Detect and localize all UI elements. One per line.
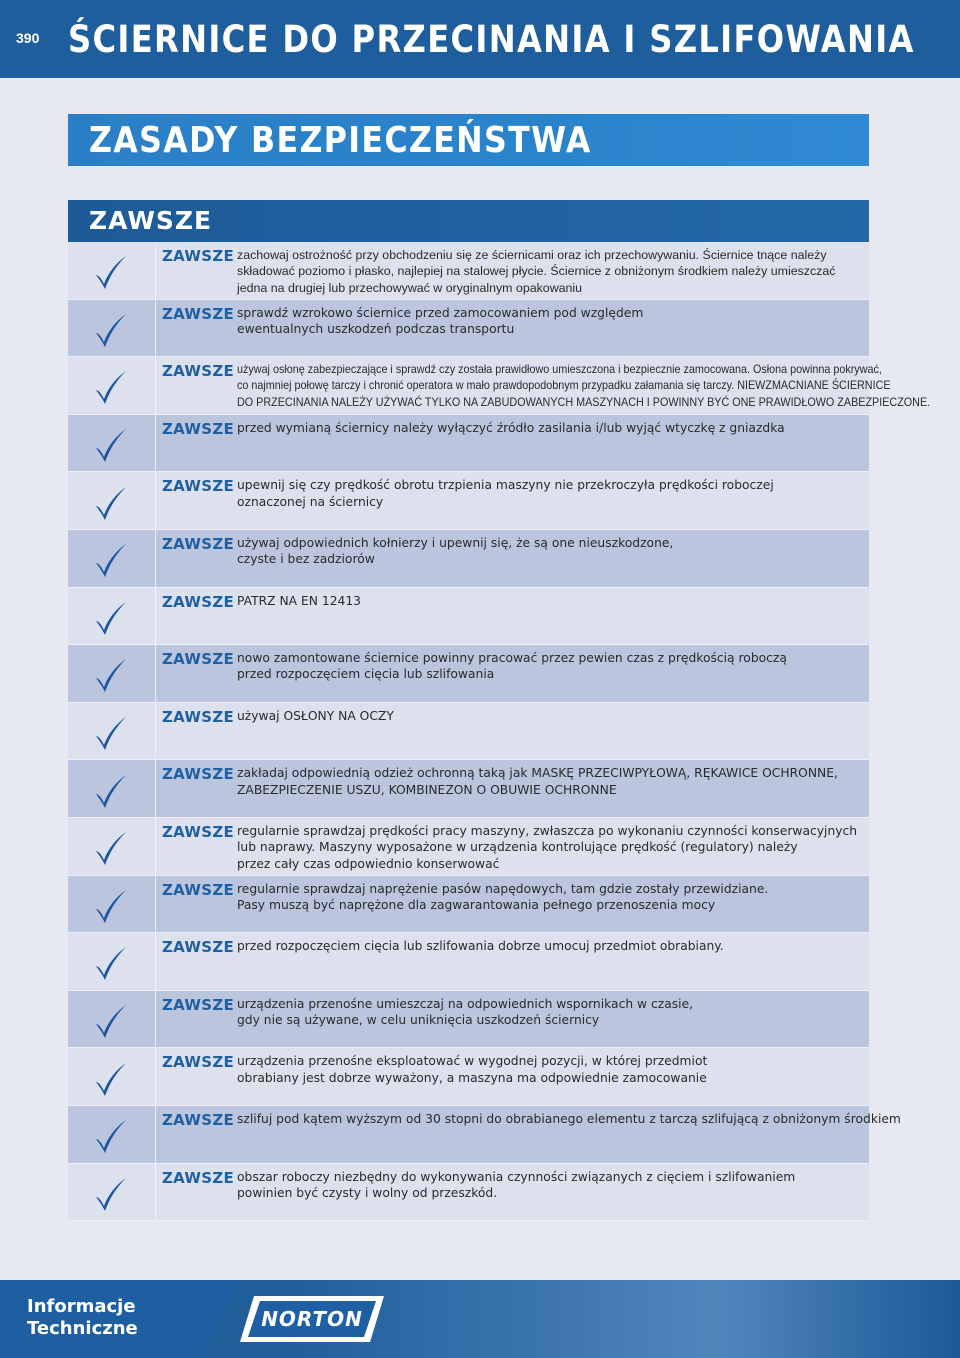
- checkmark-icon: [90, 541, 130, 581]
- table-row: [68, 818, 869, 876]
- checkmark-icon: [90, 887, 130, 927]
- row-label: ZAWSZE: [162, 707, 235, 726]
- table-row: [68, 1048, 869, 1106]
- row-text-line: ewentualnych uszkodzeń podczas transportu: [237, 321, 515, 336]
- row-label: ZAWSZE: [162, 592, 235, 611]
- row-text-line: używaj osłonę zabezpieczające i sprawdź czy została prawidłowo umieszczona i bezpiecznie zamocowana. Osłona powinna pokrywać,: [237, 363, 882, 377]
- row-text: [237, 305, 862, 338]
- checkmark-icon: [90, 426, 130, 466]
- row-text-line: jedna na drugiej lub przechowywać w oryginalnym opakowaniu: [237, 280, 583, 295]
- table-row: [68, 876, 869, 934]
- row-label: ZAWSZE: [162, 1168, 235, 1187]
- row-label: ZAWSZE: [162, 419, 235, 438]
- footer-line-1: Informacje: [27, 1296, 136, 1317]
- row-text-line: przed wymianą ściernicy należy wyłączyć źródło zasilania i/lub wyjąć wtyczkę z gniazdka: [237, 420, 785, 435]
- table-row: [68, 415, 869, 473]
- checkmark-icon: [90, 599, 130, 639]
- row-text-line: zachowaj ostrożność przy obchodzeniu się ze ściernicami oraz ich przechowywaniu. Ściernice tnące należy: [237, 248, 827, 262]
- row-text-line: używaj OSŁONY NA OCZY: [237, 708, 394, 723]
- row-text: [237, 708, 862, 724]
- row-text-line: przez cały czas odpowiednio konserwować: [237, 856, 500, 871]
- checkmark-icon: [90, 253, 130, 293]
- table-row: [68, 1106, 901, 1164]
- row-text-line: co najmniej połowę tarczy i chronić operatora w mało prawdopodobnym przypadku załamania się tarczy. NIEWZMACNIANE ŚCIERNICE: [237, 379, 891, 393]
- row-text-line: obrabiany jest dobrze wyważony, a maszyna ma odpowiednie zamocowanie: [237, 1070, 707, 1085]
- check-cell: [68, 242, 156, 299]
- row-text: [237, 535, 862, 568]
- check-cell: [68, 645, 156, 702]
- table-row: [68, 645, 869, 703]
- table-row: [68, 242, 869, 300]
- header-bar: [0, 0, 960, 78]
- row-text: [237, 881, 862, 914]
- row-label: ZAWSZE: [162, 765, 235, 784]
- footer-text: [27, 1296, 138, 1340]
- row-text: [237, 1053, 862, 1086]
- row-text: [237, 1111, 901, 1127]
- row-label: ZAWSZE: [162, 304, 235, 323]
- checkmark-icon: [90, 484, 130, 524]
- section-header: [68, 200, 869, 242]
- check-cell: [68, 1106, 156, 1163]
- table-row: [68, 472, 869, 530]
- table-row: [68, 357, 931, 415]
- checkmark-icon: [90, 1117, 130, 1157]
- row-text-line: DO PRZECINANIA NALEŻY UŻYWAĆ TYLKO NA ZABUDOWANYCH MASZYNACH I POWINNY BYĆ ONE PRAWIDŁOWO ZABEZPIECZONE.: [237, 395, 931, 409]
- row-text-line: przed rozpoczęciem cięcia lub szlifowania dobrze umocuj przedmiot obrabiany.: [237, 939, 724, 954]
- check-cell: [68, 300, 156, 357]
- section-title: ZAWSZE: [89, 206, 213, 235]
- row-text-line: ZABEZPIECZENIE USZU, KOMBINEZON O OBUWIE OCHRONNE: [237, 782, 617, 797]
- banner-title: ZASADY BEZPIECZEŃSTWA: [89, 120, 592, 161]
- checkmark-icon: [90, 1002, 130, 1042]
- safety-banner: [68, 114, 869, 166]
- page-title: ŚCIERNICE DO PRZECINANIA I SZLIFOWANIA: [68, 18, 915, 61]
- row-text-line: powinien być czysty i wolny od przeszkód.: [237, 1185, 498, 1200]
- checkmark-icon: [90, 368, 130, 408]
- row-text-line: nowo zamontowane ściernice powinny pracować przez pewien czas z prędkością roboczą: [237, 651, 787, 666]
- check-cell: [68, 1048, 156, 1105]
- row-text: [237, 996, 862, 1029]
- table-row: [68, 991, 869, 1049]
- row-text: [237, 477, 862, 510]
- checkmark-icon: [90, 1060, 130, 1100]
- norton-logo: [240, 1294, 384, 1344]
- check-cell: [68, 588, 156, 645]
- row-label: ZAWSZE: [162, 995, 235, 1014]
- rules-table: [68, 242, 931, 1221]
- row-text-line: oznaczonej na ściernicy: [237, 494, 384, 509]
- check-cell: [68, 472, 156, 529]
- row-text-line: urządzenia przenośne eksploatować w wygodnej pozycji, w której przedmiot: [237, 1054, 708, 1069]
- row-label: ZAWSZE: [162, 362, 235, 381]
- row-label: ZAWSZE: [162, 247, 235, 265]
- row-text-line: używaj odpowiednich kołnierzy i upewnij się, że są one nieuszkodzone,: [237, 535, 674, 550]
- row-text-line: czyste i bez zadziorów: [237, 552, 375, 567]
- row-text: [237, 765, 862, 798]
- row-label: ZAWSZE: [162, 1110, 235, 1129]
- check-cell: [68, 876, 156, 933]
- page-number: 390: [16, 30, 40, 46]
- checkmark-icon: [90, 829, 130, 869]
- checkmark-icon: [90, 772, 130, 812]
- row-text-line: urządzenia przenośne umieszczaj na odpowiednich wspornikach w czasie,: [237, 996, 694, 1011]
- row-text: [237, 1169, 862, 1202]
- row-text: [237, 938, 862, 954]
- check-cell: [68, 1164, 156, 1221]
- footer-bar: [0, 1280, 960, 1358]
- table-row: [68, 1164, 869, 1222]
- row-label: ZAWSZE: [162, 1053, 235, 1072]
- footer-line-2: Techniczne: [27, 1318, 138, 1339]
- checkmark-icon: [90, 656, 130, 696]
- checkmark-icon: [90, 1175, 130, 1215]
- table-row: [68, 933, 869, 991]
- row-text-line: sprawdź wzrokowo ściernice przed zamocowaniem pod względem: [237, 305, 644, 320]
- row-text: [237, 362, 931, 411]
- check-cell: [68, 357, 156, 414]
- row-text: [237, 650, 862, 683]
- table-row: [68, 703, 869, 761]
- row-text-line: PATRZ NA EN 12413: [237, 593, 361, 608]
- row-text-line: lub naprawy. Maszyny wyposażone w urządzenia kontrolujące prędkość (regulatory) należy: [237, 840, 798, 855]
- checkmark-icon: [90, 311, 130, 351]
- row-text-line: regularnie sprawdzaj naprężenie pasów napędowych, tam gdzie zostały przewidziane.: [237, 881, 769, 896]
- row-label: ZAWSZE: [162, 534, 235, 553]
- row-text-line: upewnij się czy prędkość obrotu trzpienia maszyny nie przekroczyła prędkości roboczej: [237, 478, 774, 493]
- logo-text: NORTON: [261, 1307, 363, 1331]
- check-cell: [68, 530, 156, 587]
- row-text-line: Pasy muszą być naprężone dla zagwarantowania pełnego przenoszenia mocy: [237, 897, 716, 912]
- table-row: [68, 300, 869, 358]
- row-text-line: przed rozpoczęciem cięcia lub szlifowania: [237, 667, 495, 682]
- row-text-line: zakładaj odpowiednią odzież ochronną taką jak MASKĘ PRZECIWPYŁOWĄ, RĘKAWICE OCHRONNE,: [237, 766, 838, 781]
- row-label: ZAWSZE: [162, 880, 235, 899]
- row-text: [237, 593, 862, 609]
- row-label: ZAWSZE: [162, 822, 235, 841]
- checkmark-icon: [90, 944, 130, 984]
- table-row: [68, 588, 869, 646]
- row-text-line: regularnie sprawdzaj prędkości pracy maszyny, zwłaszcza po wykonaniu czynności konserwacyjnych: [237, 823, 858, 838]
- row-text: [237, 823, 862, 872]
- check-cell: [68, 991, 156, 1048]
- row-label: ZAWSZE: [162, 650, 235, 669]
- checkmark-icon: [90, 714, 130, 754]
- check-cell: [68, 933, 156, 990]
- row-text: [237, 420, 862, 436]
- row-text: [237, 247, 862, 296]
- row-text-line: szlifuj pod kątem wyższym od 30 stopni do obrabianego elementu z tarczą szlifującą z obniżonym środkiem: [237, 1111, 901, 1126]
- row-text-line: obszar roboczy niezbędny do wykonywania czynności związanych z cięciem i szlifowaniem: [237, 1169, 796, 1184]
- table-row: [68, 760, 869, 818]
- row-text-line: gdy nie są używane, w celu uniknięcia uszkodzeń ściernicy: [237, 1013, 600, 1028]
- table-row: [68, 530, 869, 588]
- check-cell: [68, 415, 156, 472]
- row-text-line: składować poziomo i płasko, najlepiej na stalowej płycie. Ściernice z obniżonym środkiem należy umieszczać: [237, 264, 836, 279]
- check-cell: [68, 760, 156, 817]
- check-cell: [68, 818, 156, 875]
- row-label: ZAWSZE: [162, 938, 235, 957]
- check-cell: [68, 703, 156, 760]
- row-label: ZAWSZE: [162, 477, 235, 496]
